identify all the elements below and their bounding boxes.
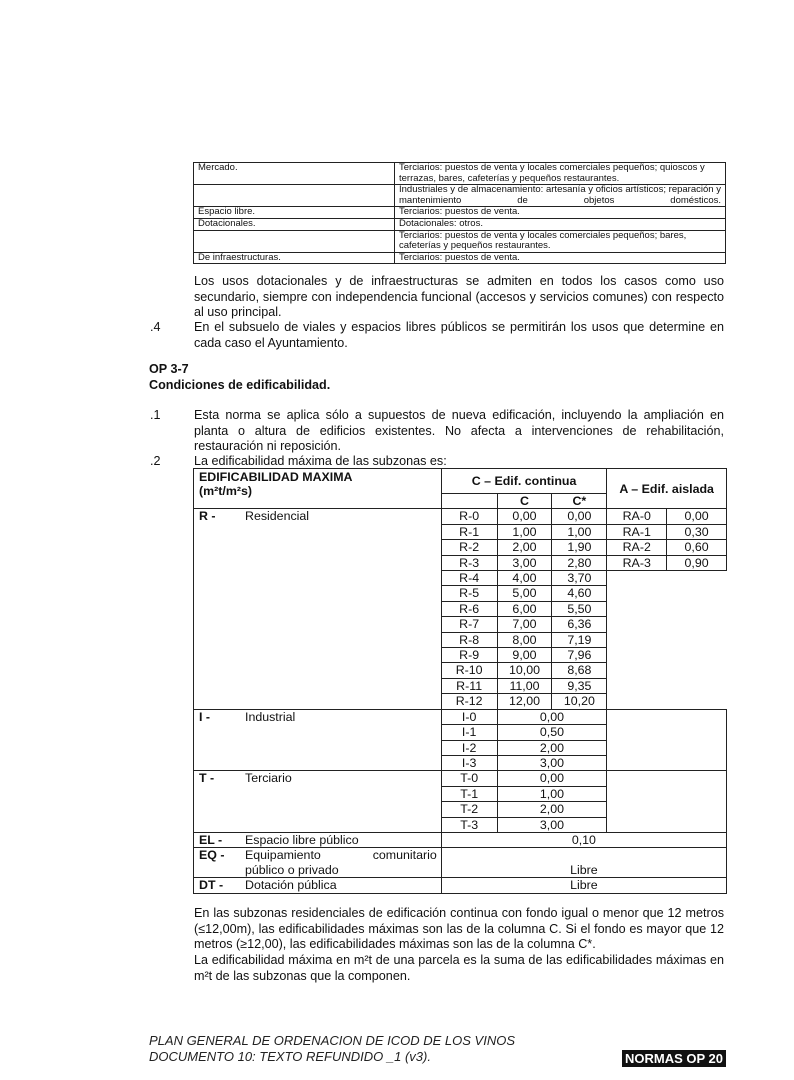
footer-document-title: DOCUMENTO 10: TEXTO REFUNDIDO _1 (v3). — [149, 1049, 431, 1064]
residencial-zone-cell: R-6 — [441, 601, 497, 616]
residencial-cstar-value: 8,68 — [552, 663, 607, 678]
industrial-row — [194, 709, 727, 724]
header-main-label: EDIFICABILIDAD MAXIMA — [199, 470, 353, 484]
residencial-c-value: 3,00 — [497, 555, 552, 570]
eq-label-line — [199, 848, 441, 862]
edificability-table-body — [194, 469, 727, 894]
residencial-zone-cell: R-1 — [441, 524, 497, 539]
industrial-value: 0,00 — [497, 709, 607, 724]
industrial-code: I - — [199, 709, 211, 724]
item-1-text: Esta norma se aplica sólo a supuestos de nueva edificación, incluyendo la ampliación en planta o altura de edificios existentes. No afecta a intervenciones de rehabilitación, restauración ni reposición. — [194, 408, 724, 453]
uses-description-cell: Terciarios: puestos de venta y locales comerciales pequeños; quioscos y terrazas, bares, cafeterías y pequeños restaurantes. — [395, 163, 726, 185]
dt-row — [194, 878, 727, 893]
residencial-cstar-value: 2,80 — [552, 555, 607, 570]
column-cstar-header: C* — [552, 494, 607, 509]
aislada-empty-cell — [607, 586, 727, 601]
column-c-header: C — [497, 494, 552, 509]
header-unit-label: (m²t/m²s) — [199, 484, 252, 498]
residencial-zone-cell: R-5 — [441, 586, 497, 601]
industrial-blank-cell — [607, 725, 727, 740]
residencial-zone-cell: R-8 — [441, 632, 497, 647]
residencial-cstar-value: 4,60 — [552, 586, 607, 601]
eq-label-cell — [194, 848, 442, 878]
uses-table-row — [194, 230, 726, 252]
terciario-blank-cell — [607, 786, 727, 801]
residencial-label-cell — [194, 509, 442, 709]
el-row — [194, 832, 727, 847]
uses-description-cell: Terciarios: puestos de venta. — [395, 252, 726, 264]
terciario-value: 1,00 — [497, 786, 607, 801]
terciario-blank-cell — [607, 817, 727, 832]
header-continua: C – Edif. continua — [441, 469, 607, 494]
residencial-c-value: 12,00 — [497, 694, 552, 709]
residencial-c-value: 8,00 — [497, 632, 552, 647]
industrial-blank-cell — [607, 755, 727, 770]
residencial-cstar-value: 0,00 — [552, 509, 607, 524]
uses-table-row — [194, 207, 726, 219]
residencial-cstar-value: 1,00 — [552, 524, 607, 539]
industrial-blank-cell — [607, 740, 727, 755]
terciario-value: 0,00 — [497, 771, 607, 786]
residencial-label: Residencial — [245, 509, 310, 524]
uses-table-row — [194, 218, 726, 230]
uses-table-body — [194, 163, 726, 264]
aislada-value: 0,30 — [667, 524, 727, 539]
terciario-row — [194, 771, 727, 786]
terciario-blank-cell — [607, 802, 727, 817]
aislada-empty-cell — [607, 648, 727, 663]
header-edificabilidad — [194, 469, 442, 509]
paragraph-dotacionales: Los usos dotacionales y de infraestructuras se admiten en todos los casos como uso secundario, siempre con independencia funcional (accesos y servicios comunes) con respecto al uso principal. — [194, 274, 724, 319]
industrial-value: 3,00 — [497, 755, 607, 770]
paragraph-column-rule: En las subzonas residenciales de edificación continua con fondo igual o menor que 12 metros (≤12,00m), las edificabilidades máximas son las de la columna C. Si el fondo es mayor que 12 metros (≥12,00), las edificabilidades máximas son las de la columna C*. — [194, 906, 724, 951]
aislada-zone-cell: RA-0 — [607, 509, 667, 524]
uses-table-row — [194, 252, 726, 264]
uses-table — [193, 162, 726, 264]
uses-description-cell: Terciarios: puestos de venta. — [395, 207, 726, 219]
aislada-empty-cell — [607, 617, 727, 632]
industrial-label: Industrial — [245, 709, 296, 724]
aislada-empty-cell — [607, 571, 727, 586]
residencial-code: R - — [199, 509, 216, 524]
aislada-value: 0,90 — [667, 555, 727, 570]
uses-zone-cell: Mercado. — [194, 163, 395, 185]
aislada-zone-cell: RA-1 — [607, 524, 667, 539]
terciario-label-cell — [194, 771, 442, 833]
terciario-label: Terciario — [245, 771, 292, 786]
eq-code: EQ - — [199, 848, 225, 863]
dt-label-cell — [194, 878, 442, 893]
aislada-value: 0,60 — [667, 540, 727, 555]
aislada-zone-cell: RA-2 — [607, 540, 667, 555]
eq-label-3: público o privado — [245, 862, 339, 877]
terciario-value: 3,00 — [497, 817, 607, 832]
aislada-empty-cell — [607, 601, 727, 616]
residencial-c-value: 0,00 — [497, 509, 552, 524]
residencial-cstar-value: 7,19 — [552, 632, 607, 647]
table-header-row — [194, 469, 727, 494]
terciario-zone-cell: T-0 — [441, 771, 497, 786]
edificability-table — [193, 468, 727, 894]
industrial-label-cell — [194, 709, 442, 771]
terciario-blank-cell — [607, 771, 727, 786]
eq-label-1: Equipamiento — [245, 848, 321, 863]
item-2-number: .2 — [150, 454, 161, 468]
residencial-c-value: 11,00 — [497, 678, 552, 693]
dt-code: DT - — [199, 878, 224, 893]
eq-value: Libre — [441, 848, 726, 878]
aislada-empty-cell — [607, 632, 727, 647]
residencial-row — [194, 509, 727, 524]
terciario-zone-cell: T-2 — [441, 802, 497, 817]
residencial-c-value: 10,00 — [497, 663, 552, 678]
residencial-zone-cell: R-12 — [441, 694, 497, 709]
residencial-zone-cell: R-10 — [441, 663, 497, 678]
residencial-c-value: 2,00 — [497, 540, 552, 555]
residencial-c-value: 6,00 — [497, 601, 552, 616]
residencial-zone-cell: R-3 — [441, 555, 497, 570]
eq-label-line-2 — [199, 863, 441, 877]
industrial-value: 0,50 — [497, 725, 607, 740]
footer-plan-title: PLAN GENERAL DE ORDENACION DE ICOD DE LOS VINOS — [149, 1033, 516, 1048]
dt-value: Libre — [441, 878, 726, 893]
el-label-cell — [194, 832, 442, 847]
residencial-c-value: 7,00 — [497, 617, 552, 632]
industrial-zone-cell: I-3 — [441, 755, 497, 770]
residencial-c-value: 9,00 — [497, 648, 552, 663]
uses-table-row — [194, 163, 726, 185]
aislada-value: 0,00 — [667, 509, 727, 524]
residencial-zone-cell: R-7 — [441, 617, 497, 632]
industrial-zone-cell: I-2 — [441, 740, 497, 755]
footer-page-badge: NORMAS OP 20 — [622, 1050, 726, 1067]
uses-zone-cell — [194, 230, 395, 252]
residencial-zone-cell: R-0 — [441, 509, 497, 524]
industrial-zone-cell: I-1 — [441, 725, 497, 740]
eq-label-2: comunitario — [372, 848, 437, 863]
industrial-value: 2,00 — [497, 740, 607, 755]
uses-zone-cell — [194, 185, 395, 207]
uses-description-cell: Terciarios: puestos de venta y locales comerciales pequeños; bares, cafeterías y pequeños restaurantes. — [395, 230, 726, 252]
residencial-zone-cell: R-2 — [441, 540, 497, 555]
industrial-blank-cell — [607, 709, 727, 724]
terciario-code: T - — [199, 771, 215, 786]
residencial-cstar-value: 7,96 — [552, 648, 607, 663]
section-title: Condiciones de edificabilidad. — [149, 378, 331, 392]
aislada-empty-cell — [607, 663, 727, 678]
item-2-text: La edificabilidad máxima de las subzonas es: — [194, 454, 447, 468]
residencial-cstar-value: 5,50 — [552, 601, 607, 616]
el-code: EL - — [199, 832, 223, 847]
terciario-zone-cell: T-1 — [441, 786, 497, 801]
residencial-zone-cell: R-9 — [441, 648, 497, 663]
residencial-c-value: 5,00 — [497, 586, 552, 601]
residencial-cstar-value: 9,35 — [552, 678, 607, 693]
uses-zone-cell: Dotacionales. — [194, 218, 395, 230]
item-4-text: En el subsuelo de viales y espacios libres públicos se permitirán los usos que determine en cada caso el Ayuntamiento. — [194, 320, 724, 350]
residencial-cstar-value: 10,20 — [552, 694, 607, 709]
residencial-zone-cell: R-11 — [441, 678, 497, 693]
el-value: 0,10 — [441, 832, 726, 847]
terciario-zone-cell: T-3 — [441, 817, 497, 832]
residencial-cstar-value: 3,70 — [552, 571, 607, 586]
el-label: Espacio libre público — [245, 832, 359, 847]
subheader-blank-cell — [441, 494, 497, 509]
dt-label: Dotación pública — [245, 878, 337, 893]
terciario-value: 2,00 — [497, 802, 607, 817]
uses-table-row — [194, 185, 726, 207]
item-1-number: .1 — [150, 408, 161, 422]
paragraph-parcel-sum: La edificabilidad máxima en m²t de una parcela es la suma de las edificabilidades máximas en m²t de las subzonas que la componen. — [194, 953, 724, 983]
aislada-zone-cell: RA-3 — [607, 555, 667, 570]
residencial-cstar-value: 1,90 — [552, 540, 607, 555]
residencial-c-value: 4,00 — [497, 571, 552, 586]
uses-description-cell: Industriales y de almacenamiento: artesanía y oficios artísticos; reparación y mantenimiento de objetos domésticos. — [395, 185, 726, 207]
header-aislada: A – Edif. aislada — [607, 469, 727, 509]
aislada-empty-cell — [607, 694, 727, 709]
residencial-c-value: 1,00 — [497, 524, 552, 539]
residencial-cstar-value: 6,36 — [552, 617, 607, 632]
uses-zone-cell: De infraestructuras. — [194, 252, 395, 264]
item-4-number: .4 — [150, 320, 161, 334]
residencial-zone-cell: R-4 — [441, 571, 497, 586]
eq-row — [194, 848, 727, 878]
aislada-empty-cell — [607, 678, 727, 693]
industrial-zone-cell: I-0 — [441, 709, 497, 724]
section-code: OP 3-7 — [149, 362, 189, 376]
uses-description-cell: Dotacionales: otros. — [395, 218, 726, 230]
uses-zone-cell: Espacio libre. — [194, 207, 395, 219]
